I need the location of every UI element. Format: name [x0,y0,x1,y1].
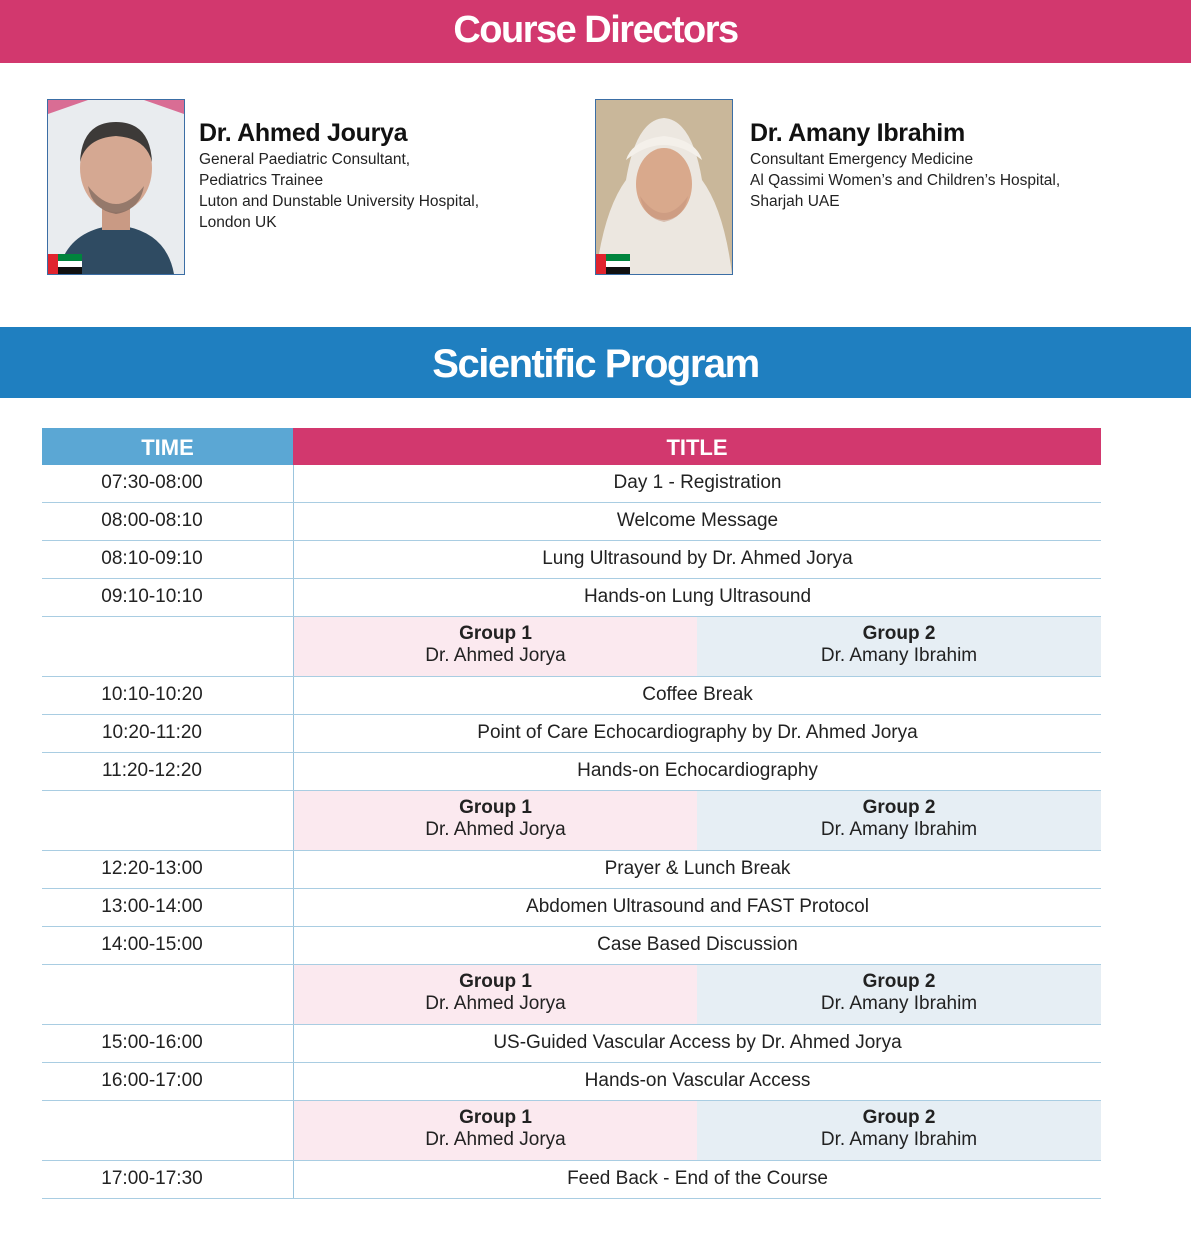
group1-cell [294,1101,697,1160]
group1-cell [294,965,697,1024]
title-cell: Welcome Message [616,510,779,531]
portrait-icon [596,100,732,274]
time-column-header: TIME [42,428,293,465]
title-cell: Case Based Discussion [597,934,798,955]
group2-label: Group 2 [862,623,936,644]
director-photo [595,99,733,275]
time-cell: 11:20-12:20 [101,760,202,781]
table-row [42,579,1101,617]
time-cell: 14:00-15:00 [101,934,203,955]
group2-cell [697,791,1101,850]
group2-label: Group 2 [862,797,936,818]
group2-label: Group 2 [862,971,936,992]
scientific-program-heading: Scientific Program [432,342,759,386]
uae-flag-icon [596,254,630,274]
group1-instructor: Dr. Ahmed Jorya [425,645,566,666]
title-cell: Prayer & Lunch Break [604,858,791,879]
table-row [42,1161,1101,1199]
table-row [42,1025,1101,1063]
group-row [42,617,1101,677]
title-cell: Point of Care Echocardiography by Dr. Ahmed Jorya [477,722,918,743]
director-name: Dr. Ahmed Jourya [199,119,408,147]
table-row [42,541,1101,579]
group2-instructor: Dr. Amany Ibrahim [820,819,978,840]
group2-cell [697,617,1101,676]
group2-instructor: Dr. Amany Ibrahim [820,993,978,1014]
director-detail-line: Consultant Emergency Medicine [750,151,974,168]
uae-flag-icon [48,254,82,274]
director-details [750,149,1060,212]
table-row [42,677,1101,715]
table-row [42,753,1101,791]
director-detail-line: London UK [199,214,277,231]
course-directors-banner [0,0,1191,63]
time-cell: 17:00-17:30 [101,1168,203,1189]
director-detail-line: Pediatrics Trainee [199,172,324,189]
time-cell: 15:00-16:00 [101,1032,203,1053]
time-cell: 13:00-14:00 [101,896,203,917]
group1-instructor: Dr. Ahmed Jorya [425,819,566,840]
group1-cell [294,791,697,850]
director-detail-line: Luton and Dunstable University Hospital, [199,193,480,210]
portrait-icon [48,100,184,274]
group1-label: Group 1 [459,971,532,992]
title-cell: Abdomen Ultrasound and FAST Protocol [526,896,869,917]
director-detail-line: Al Qassimi Women’s and Children’s Hospital, [750,172,1061,189]
time-cell: 12:20-13:00 [101,858,203,879]
group1-instructor: Dr. Ahmed Jorya [425,1129,566,1150]
director-details [199,149,479,233]
director-photo [47,99,185,275]
table-row [42,927,1101,965]
title-cell: Lung Ultrasound by Dr. Ahmed Jorya [542,548,853,569]
table-row [42,503,1101,541]
time-cell: 07:30-08:00 [101,472,203,493]
time-cell: 16:00-17:00 [101,1070,203,1091]
scientific-program-banner [0,327,1191,398]
director-detail-line: Sharjah UAE [750,193,840,210]
group2-cell [697,1101,1101,1160]
director-name: Dr. Amany Ibrahim [750,119,965,147]
title-cell: Feed Back - End of the Course [567,1168,828,1189]
table-row [42,851,1101,889]
group2-instructor: Dr. Amany Ibrahim [820,1129,978,1150]
title-cell: Hands-on Vascular Access [584,1070,811,1091]
group-row [42,1101,1101,1161]
group-row [42,965,1101,1025]
course-directors-heading: Course Directors [453,9,738,51]
group-row [42,791,1101,851]
time-cell: 10:20-11:20 [101,722,202,743]
table-row [42,465,1101,503]
director-detail-line: General Paediatric Consultant, [199,151,411,168]
group1-cell [294,617,697,676]
table-row [42,715,1101,753]
title-cell: Day 1 - Registration [613,472,782,493]
title-cell: Hands-on Echocardiography [577,760,818,781]
group1-label: Group 1 [459,623,532,644]
group1-label: Group 1 [459,1107,532,1128]
title-cell: Hands-on Lung Ultrasound [583,586,812,607]
group2-label: Group 2 [862,1107,936,1128]
title-cell: Coffee Break [642,684,753,705]
title-column-header: TITLE [293,428,1101,465]
title-cell: US-Guided Vascular Access by Dr. Ahmed Jorya [493,1032,902,1053]
time-cell: 08:00-08:10 [101,510,203,531]
table-row [42,889,1101,927]
time-cell: 10:10-10:20 [101,684,203,705]
group1-label: Group 1 [459,797,532,818]
group2-instructor: Dr. Amany Ibrahim [820,645,978,666]
group1-instructor: Dr. Ahmed Jorya [425,993,566,1014]
group2-cell [697,965,1101,1024]
table-row [42,1063,1101,1101]
time-cell: 08:10-09:10 [101,548,203,569]
time-cell: 09:10-10:10 [101,586,203,607]
